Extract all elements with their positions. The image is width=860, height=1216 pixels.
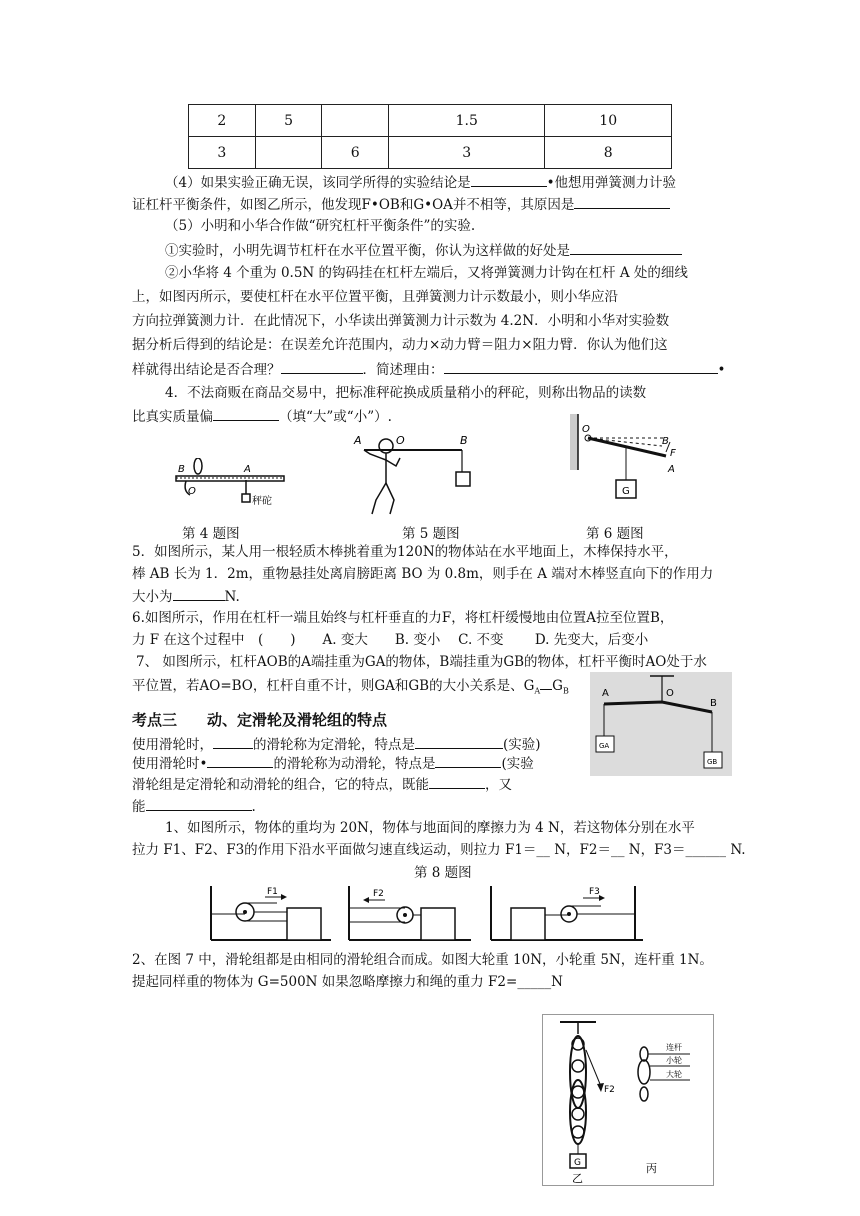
label-O: O	[396, 434, 405, 447]
pulley-q1-line1: 1、如图所示，物体的重均为 20N，物体与地面间的摩擦力为 4 N，若这物体分别在水平	[165, 820, 695, 836]
caption-figure-8: 第 8 题图	[414, 865, 472, 881]
label-F2: F2	[604, 1085, 615, 1095]
answer-blank[interactable]	[207, 753, 273, 768]
answer-blank[interactable]	[574, 194, 670, 209]
label-O: O	[582, 424, 590, 435]
question-5-line2: 棒 AB 长为 1．2m，重物悬挂处离肩膀距离 BO 为 0.8m，则手在 A 端对木棒竖直向下的作用力	[132, 566, 714, 582]
label-G: G	[574, 1158, 581, 1168]
table-cell: 3	[189, 137, 256, 169]
question-5-line1: 5．如图所示，某人用一根轻质木棒挑着重为120N的物体站在水平地面上，木棒保持水平，	[132, 544, 678, 560]
label-F3: F3	[589, 887, 600, 897]
q5-part2-line5	[132, 359, 725, 380]
text: 比真实质量偏	[132, 409, 213, 425]
pulley-q2-line1: 2、在图 7 中，滑轮组都是由相同的滑轮组合而成。如图大轮重 10N，小轮重 5N，连杆重 1N。	[132, 952, 713, 968]
figure-5-person-with-stick	[350, 428, 480, 520]
q5-part2-line2: 上，如图丙所示，要使杠杆在水平位置平衡，且弹簧测力计示数最小，则小华应沿	[132, 289, 618, 305]
label-yi: 乙	[572, 1172, 583, 1185]
data-table	[188, 104, 672, 169]
table-cell: 1.5	[389, 105, 545, 137]
table-cell	[322, 105, 389, 137]
question-5-line3	[132, 586, 240, 607]
text: 平位置，若AO=BO，杠杆自重不计，则GA和GB的大小关系是、G	[132, 678, 535, 694]
figure-pulley-block	[542, 1014, 714, 1186]
label-A: A	[354, 434, 362, 447]
text: ①实验时，小明先调节杠杆在水平位置平衡，你认为这样做的好处是	[165, 243, 570, 259]
label-B: B	[460, 434, 468, 447]
text: 大小为	[132, 589, 173, 605]
section-heading: 考点三 动、定滑轮及滑轮组的特点	[132, 711, 388, 729]
table-cell	[255, 137, 322, 169]
answer-blank[interactable]	[281, 359, 363, 374]
label-B: B	[662, 436, 669, 447]
text: G	[552, 678, 563, 694]
label-B: B	[178, 464, 185, 475]
label-big-wheel: 大轮	[666, 1070, 682, 1079]
text: .	[251, 799, 256, 815]
text: 使用滑轮时•	[132, 756, 208, 772]
text: 的滑轮称为动滑轮，特点是	[273, 756, 436, 772]
table-cell: 3	[389, 137, 545, 169]
answer-blank[interactable]	[429, 774, 485, 789]
text: B	[562, 686, 569, 696]
answer-blank[interactable]	[435, 753, 501, 768]
table-row	[189, 105, 672, 137]
q5-intro: （5）小明和小华合作做“研究杠杆平衡条件”的实验.	[165, 218, 476, 234]
answer-blank[interactable]	[444, 359, 718, 374]
pulley-q1-line2: 拉力 F1、F2、F3的作用下沿水平面做匀速直线运动，则拉力 F1＝__ N，F2＝__ N，F3＝______ N.	[132, 842, 746, 858]
pulley-line-2	[132, 753, 534, 774]
text: •他想用弹簧测力计验	[546, 175, 677, 191]
q5-part2-line3: 方向拉弹簧测力计．在此情况下，小华读出弹簧测力计示数为 4.2N．小明和小华对实验数	[132, 313, 670, 329]
pulley-setup-2	[349, 886, 471, 940]
label-bing: 丙	[646, 1162, 657, 1175]
table-row	[189, 137, 672, 169]
text: N.	[224, 589, 240, 605]
text: （填“大”或“小”）.	[279, 409, 392, 425]
figure-7-lever-aob	[590, 672, 732, 776]
q4-line-1	[165, 172, 676, 193]
answer-blank[interactable]	[213, 406, 279, 421]
question-7-line1: 7、 如图所示，杠杆AOB的A端挂重为GA的物体，B端挂重为GB的物体，杠杆平衡时AO处于水	[136, 654, 707, 670]
label-A: A	[602, 688, 609, 699]
answer-blank[interactable]	[471, 172, 547, 187]
text: 的滑轮称为定滑轮，特点是	[253, 737, 415, 753]
figure-6-wall-lever	[566, 412, 686, 516]
text: A	[534, 686, 541, 696]
text: (实验	[501, 756, 534, 772]
text: (实验)	[503, 737, 541, 753]
text: 证杠杆平衡条件，如图乙所示，他发现F•OB和G•OA并不相等，其原因是	[132, 197, 575, 213]
figure-4-steelyard	[170, 458, 288, 514]
q5-part2-line4: 据分析后得到的结论是：在误差允许范围内，动力×动力臂＝阻力×阻力臂．你认为他们这	[132, 337, 668, 353]
label-F: F	[670, 448, 676, 459]
pulley-setup-3	[491, 886, 643, 940]
label-F2: F2	[373, 889, 384, 899]
q5-part1	[165, 240, 682, 261]
text: （4）如果实验正确无误，该同学所得的实验结论是	[165, 175, 471, 191]
label-O: O	[666, 688, 674, 699]
label-rod: 连杆	[666, 1043, 682, 1052]
answer-blank[interactable]	[213, 734, 253, 749]
text: 能	[132, 799, 146, 815]
question-4-line1: 4．不法商贩在商品交易中，把标准秤砣换成质量稍小的秤砣，则称出物品的读数	[165, 385, 647, 401]
figure-8-pulleys	[205, 884, 645, 944]
table-cell: 10	[545, 105, 672, 137]
question-4-line2	[132, 406, 392, 427]
text: 使用滑轮时，	[132, 737, 213, 753]
text: 滑轮组是定滑轮和动滑轮的组合，它的特点，既能	[132, 777, 429, 793]
text: ，又	[485, 777, 512, 793]
label-O: O	[188, 486, 196, 497]
label-A: A	[668, 464, 675, 475]
table-cell: 6	[322, 137, 389, 169]
label-small-wheel: 小轮	[666, 1056, 682, 1065]
label-A: A	[244, 464, 251, 475]
pulley-line-3	[132, 774, 512, 795]
label-weight: 秤砣	[252, 496, 272, 507]
pulley-line-4	[132, 796, 256, 817]
answer-blank[interactable]	[173, 586, 225, 601]
caption-figure-4: 第 4 题图	[182, 526, 240, 542]
text: •	[717, 362, 726, 378]
answer-blank[interactable]	[146, 796, 252, 811]
question-6-line1: 6.如图所示，作用在杠杆一端且始终与杠杆垂直的力F，将杠杆缓慢地由位置A拉至位置B，	[132, 610, 674, 626]
question-6-line2: 力 F 在这个过程中 ( ) A. 变大 B. 变小 C. 不变 D. 先变大，后变小	[132, 632, 649, 648]
table-cell: 8	[545, 137, 672, 169]
pulley-setup-1	[211, 886, 331, 940]
text: 样就得出结论是否合理？	[132, 362, 281, 378]
answer-blank[interactable]	[570, 240, 682, 255]
question-7-line2	[132, 675, 569, 702]
label-F1: F1	[267, 887, 278, 897]
label-G: G	[622, 486, 630, 497]
answer-blank[interactable]	[540, 675, 552, 690]
table-cell: 5	[255, 105, 322, 137]
table-cell: 2	[189, 105, 256, 137]
label-GA: GA	[599, 742, 610, 750]
label-GB: GB	[707, 758, 718, 766]
answer-blank[interactable]	[415, 734, 503, 749]
text: ．简述理由：	[362, 362, 444, 378]
q4-line-2	[132, 194, 670, 215]
pulley-q2-line2: 提起同样重的物体为 G=500N 如果忽略摩擦力和绳的重力 F2=_____N	[132, 974, 563, 990]
pulley-line-1	[132, 734, 541, 755]
caption-figure-5: 第 5 题图	[402, 526, 460, 542]
caption-figure-6: 第 6 题图	[586, 526, 644, 542]
q5-part2-line1: ②小华将 4 个重为 0.5N 的钩码挂在杠杆左端后，又将弹簧测力计钩在杠杆 A 处的细线	[165, 265, 688, 281]
label-B: B	[710, 698, 717, 709]
